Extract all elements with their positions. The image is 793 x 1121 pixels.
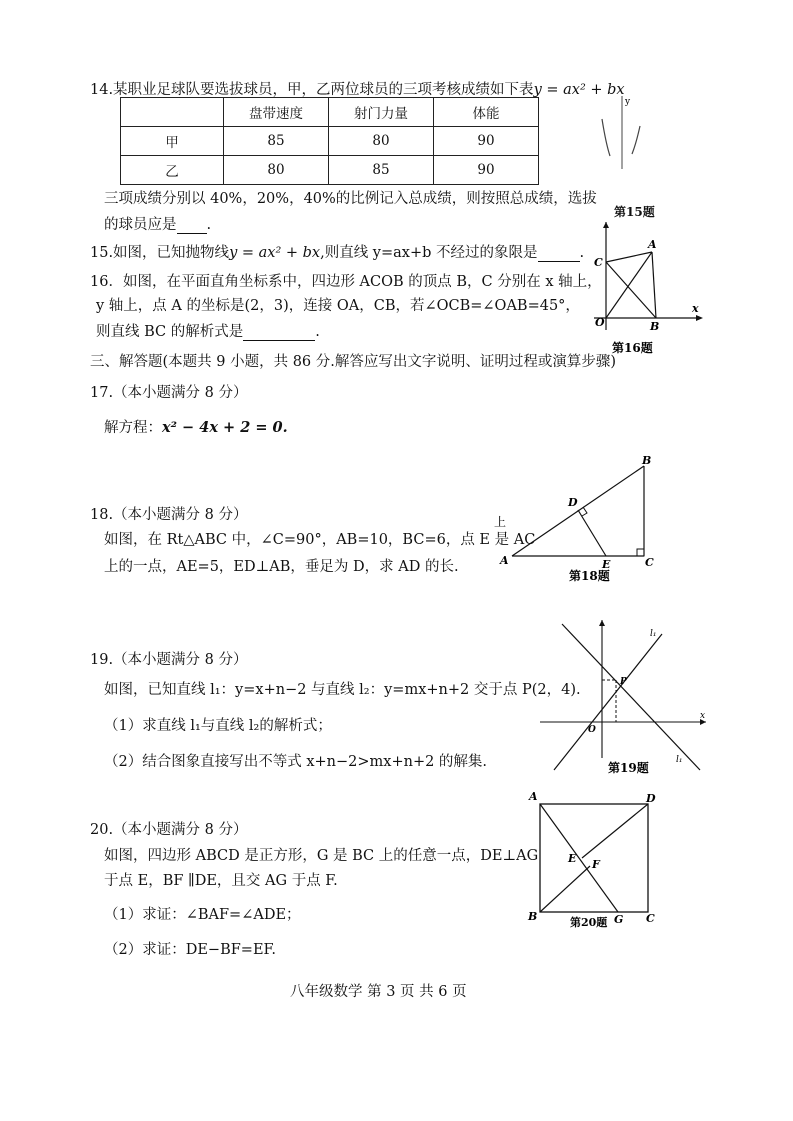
q20-line2: 于点 E，BF ∥DE，且交 AG 于点 F.: [104, 873, 338, 889]
fig20-label-A: A: [529, 790, 538, 803]
q17-equation-line: 解方程：x² − 4x + 2 = 0.: [104, 419, 288, 436]
q19-title: 19.（本小题满分 8 分）: [90, 652, 248, 668]
fig20-label-G: G: [614, 913, 624, 926]
fig19-label-x: x: [700, 711, 706, 721]
page-footer: 八年级数学 第 3 页 共 6 页: [290, 984, 467, 1000]
fig15-parabola-left: [602, 119, 610, 156]
q14-intro: 14.某职业足球队要选拔球员，甲，乙两位球员的三项考核成绩如下表y = ax² + bx: [90, 82, 625, 98]
table-cell: 乙: [121, 156, 224, 185]
answer-blank[interactable]: [538, 247, 580, 262]
fig18-label-C: C: [645, 556, 654, 569]
fig16-caption: 第16题: [612, 341, 653, 354]
fig19-caption: 第19题: [608, 761, 649, 775]
q20-title: 20.（本小题满分 8 分）: [90, 822, 248, 838]
table-cell: 80: [329, 127, 434, 156]
q16-line1: 16．如图，在平面直角坐标系中，四边形 ACOB 的顶点 B，C 分别在 x 轴上，: [90, 274, 602, 290]
q14-text1: 三项成绩分别以 40%，20%，40%的比例记入总成绩，则按照总成绩，选拔: [104, 191, 597, 207]
fig16-label-x: x: [692, 302, 699, 315]
table-row: [121, 156, 539, 185]
fig20-segment-DE: [582, 804, 648, 858]
table-header-cell: 体能: [434, 98, 539, 127]
table-cell: 85: [224, 127, 329, 156]
figure-19: [540, 618, 710, 778]
q15-text: 15.如图，已知抛物线y = ax² + bx,则直线 y=ax+b 不经过的象限是 .: [90, 245, 585, 261]
fig18-caption: 第18题: [569, 569, 610, 583]
fig20-label-B: B: [528, 910, 538, 923]
fig16-segment-OA: [606, 252, 652, 318]
table-cell: 90: [434, 156, 539, 185]
fig19-label-l1: l₁: [650, 629, 657, 639]
table-cell: 85: [329, 156, 434, 185]
q14-formula: y = ax² + bx: [533, 82, 625, 98]
score-table: [120, 97, 539, 185]
table-header-cell: 盘带速度: [224, 98, 329, 127]
q20-part2: （2）求证：DE−BF=EF.: [104, 942, 276, 958]
q16-line2: y 轴上，点 A 的坐标是(2，3)，连接 OA，CB，若∠OCB=∠OAB=45°，: [96, 298, 580, 314]
fig15-parabola-right: [632, 126, 640, 154]
q19-part2: （2）结合图象直接写出不等式 x+n−2>mx+n+2 的解集.: [104, 754, 488, 770]
q20-part1: （1）求证：∠BAF=∠ADE；: [104, 907, 301, 923]
table-cell: 80: [224, 156, 329, 185]
fig18-right-angle-C: [637, 549, 644, 556]
answer-blank[interactable]: [243, 326, 315, 341]
figure-16: [586, 222, 706, 354]
fig16-label-C: C: [594, 256, 603, 269]
table-cell: 90: [434, 127, 539, 156]
q18-title: 18.（本小题满分 8 分）: [90, 507, 248, 523]
answer-blank[interactable]: [177, 219, 207, 234]
fig16-label-A: A: [648, 238, 657, 251]
section-title: 三、解答题(本题共 9 小题，共 86 分.解答应写出文字说明、证明过程或演算步骤): [90, 354, 617, 370]
fig16-label-O: O: [595, 316, 605, 329]
q17-title: 17.（本小题满分 8 分）: [90, 385, 248, 401]
table-cell: 甲: [121, 127, 224, 156]
fig20-label-F: F: [592, 858, 600, 871]
fig19-label-P: P: [620, 677, 627, 687]
fig16-segment-AB: [652, 252, 656, 318]
fig20-label-D: D: [646, 792, 656, 805]
fig20-segment-BF: [540, 866, 590, 912]
q18-line1: 如图，在 Rt△ABC 中，∠C=90°，AB=10，BC=6，点 E 是 AC: [104, 532, 536, 548]
table-header-cell: 射门力量: [329, 98, 434, 127]
table-header-cell: [121, 98, 224, 127]
fig18-label-A: A: [500, 554, 509, 567]
fig20-segment-AG: [540, 804, 618, 912]
fig18-label-B: B: [642, 454, 652, 467]
fig19-line-l1: [554, 634, 662, 770]
fig20-label-C: C: [646, 912, 655, 925]
figure-15: [592, 94, 662, 204]
q18-line2: 上的一点，AE=5，ED⊥AB，垂足为 D，求 AD 的长.: [104, 559, 459, 575]
q20-line1: 如图，四边形 ABCD 是正方形，G 是 BC 上的任意一点，DE⊥AG: [104, 848, 539, 864]
fig18-segment-DE: [578, 510, 606, 556]
fig18-label-D: D: [568, 496, 578, 509]
fig16-segment-CA: [606, 252, 652, 262]
figure-20: [524, 788, 664, 934]
q19-part1: （1）求直线 l₁与直线 l₂的解析式；: [104, 718, 332, 734]
table-row: [121, 127, 539, 156]
q19-line1: 如图，已知直线 l₁：y=x+n−2 与直线 l₂：y=mx+n+2 交于点 P(2，4).: [104, 682, 581, 698]
fig16-y-arrow: [603, 222, 609, 228]
table-header-row: [121, 98, 539, 127]
fig18-stray-mark: 上: [494, 515, 507, 529]
fig19-label-l2: l₁: [676, 755, 683, 765]
fig20-label-E: E: [568, 852, 577, 865]
figure-18: [494, 452, 664, 584]
fig15-y-label: y: [625, 97, 631, 107]
fig16-x-arrow: [696, 315, 703, 321]
fig16-label-B: B: [650, 320, 660, 333]
fig15-caption-text: 第15题: [614, 205, 655, 219]
q17-equation: x² − 4x + 2 = 0.: [162, 419, 288, 436]
fig19-y-arrow: [599, 620, 605, 626]
q14-text2: 的球员应是 .: [104, 217, 212, 233]
q16-line3: 则直线 BC 的解析式是 .: [96, 324, 320, 340]
fig20-caption: 第20题: [570, 916, 608, 929]
fig16-segment-CB: [606, 262, 656, 318]
fig18-label-E: E: [602, 558, 611, 571]
fig19-line-l2: [562, 624, 700, 770]
fig19-label-O: O: [588, 725, 596, 735]
